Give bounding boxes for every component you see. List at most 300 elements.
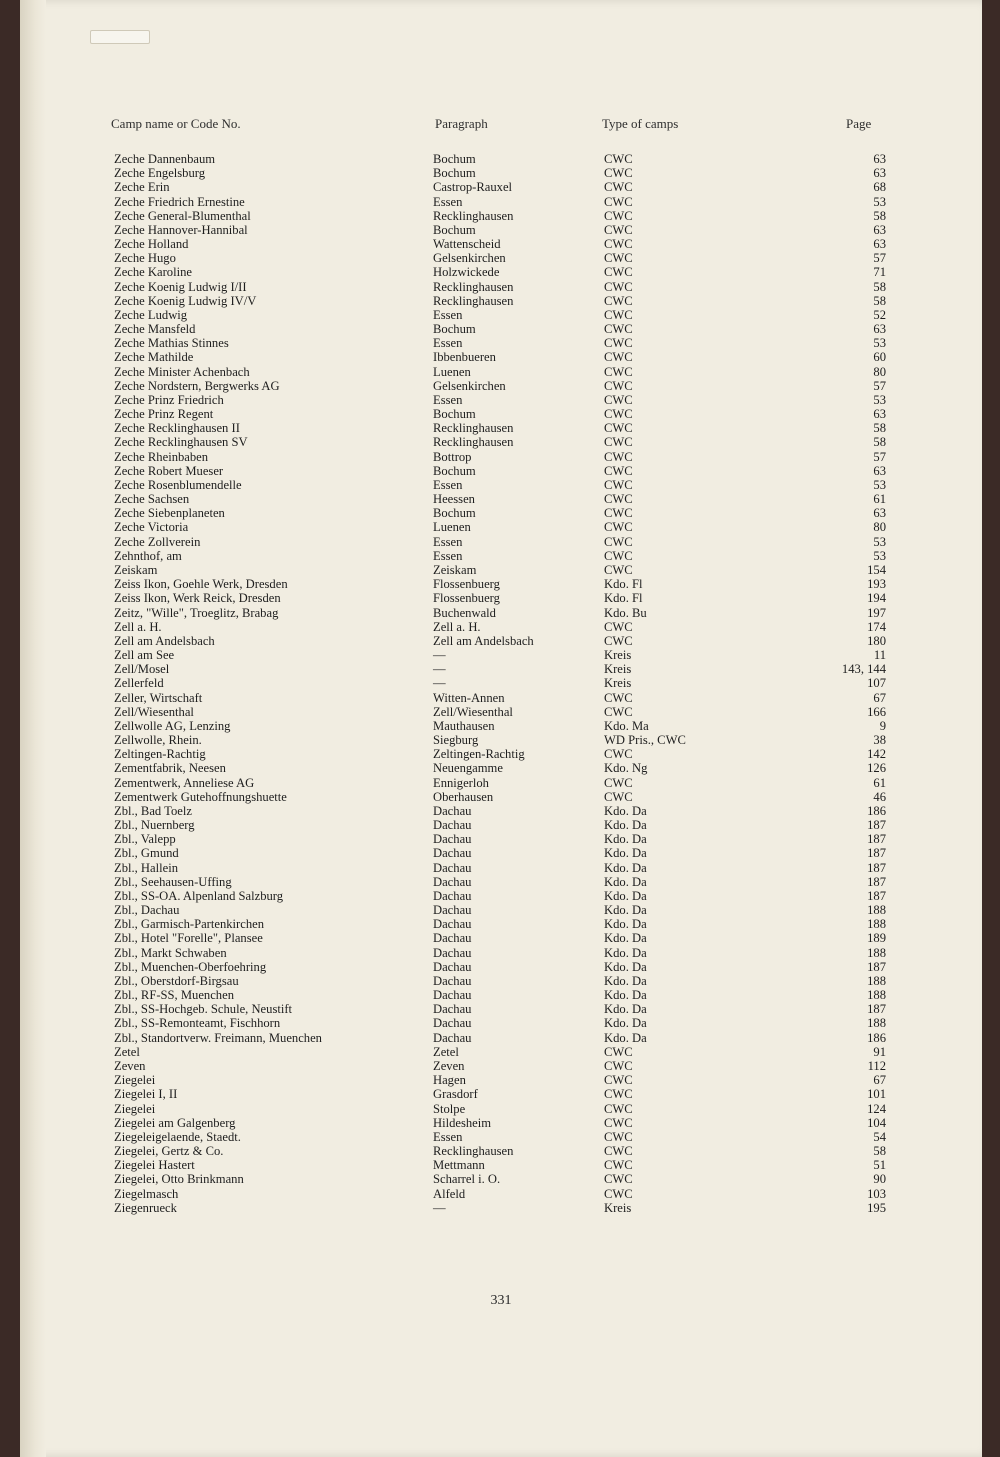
camp-type-cell: CWC [604, 265, 633, 280]
page-cell: 63 [873, 463, 886, 478]
table-row [20, 761, 982, 775]
camp-type-cell: Kreis [604, 648, 632, 663]
paragraph-cell: Dachau [433, 803, 472, 818]
page-cell: 189 [867, 931, 886, 946]
camp-name-cell: Zbl., Hallein [114, 860, 179, 875]
camp-type-cell: Kdo. Da [604, 874, 647, 889]
table-row [20, 804, 982, 818]
camp-type-cell: CWC [604, 307, 633, 322]
camp-name-cell: Zeiss Ikon, Goehle Werk, Dresden [114, 577, 288, 592]
camp-name-cell: Zeche Friedrich Ernestine [114, 194, 245, 209]
page-cell: 53 [873, 392, 886, 407]
camp-name-cell: Zeche Minister Achenbach [114, 364, 250, 379]
page-cell: 101 [867, 1087, 886, 1102]
paragraph-cell: Grasdorf [433, 1087, 478, 1102]
camp-type-cell: Kdo. Da [604, 1002, 647, 1017]
camp-name-cell: Zeche Mathilde [114, 350, 194, 365]
page-cell: 143, 144 [841, 662, 886, 677]
table-row [20, 606, 982, 620]
table-row [20, 818, 982, 832]
camp-type-cell: Kdo. Fl [604, 577, 643, 592]
paragraph-cell: Dachau [433, 1002, 472, 1017]
page-cell: 60 [873, 350, 886, 365]
camp-type-cell: CWC [604, 477, 633, 492]
table-row [20, 407, 982, 421]
paragraph-cell: Ennigerloh [433, 775, 489, 790]
paragraph-cell: Dachau [433, 1030, 472, 1045]
camp-name-cell: Zbl., RF-SS, Muenchen [114, 988, 234, 1003]
camp-name-cell: Zementwerk Gutehoffnungshuette [114, 789, 287, 804]
camp-type-cell: Kdo. Da [604, 888, 647, 903]
camp-name-cell: Zeche Erin [114, 180, 170, 195]
paragraph-cell: Zeltingen-Rachtig [433, 747, 525, 762]
paragraph-cell: Stolpe [433, 1101, 466, 1116]
camp-name-cell: Ziegelei [114, 1101, 156, 1116]
page-cell: 11 [873, 648, 886, 663]
camp-name-cell: Zeche Sachsen [114, 492, 190, 507]
camp-name-cell: Ziegelmasch [114, 1186, 179, 1201]
paragraph-cell: Zell am Andelsbach [433, 633, 534, 648]
page-cell: 91 [873, 1044, 886, 1059]
camp-name-cell: Zbl., Nuernberg [114, 818, 195, 833]
paragraph-cell: — [433, 676, 446, 691]
table-row [20, 832, 982, 846]
camp-type-cell: CWC [604, 1158, 633, 1173]
page-cell: 57 [873, 378, 886, 393]
page-number: 331 [490, 1293, 512, 1308]
camp-type-cell: CWC [604, 1073, 633, 1088]
page-cell: 58 [873, 208, 886, 223]
table-row [20, 1002, 982, 1016]
paragraph-cell: Dachau [433, 903, 472, 918]
paragraph-cell: Hagen [433, 1073, 466, 1088]
camp-name-cell: Zeche Dannenbaum [114, 152, 216, 166]
camp-name-cell: Zeche Holland [114, 237, 189, 252]
paragraph-cell: Recklinghausen [433, 421, 514, 436]
page-cell: 187 [867, 846, 886, 861]
table-row [20, 506, 982, 520]
camp-type-cell: Kdo. Da [604, 917, 647, 932]
paragraph-cell: Essen [433, 194, 463, 209]
paragraph-cell: Dachau [433, 846, 472, 861]
table-row [20, 691, 982, 705]
page-cell: 193 [867, 577, 886, 592]
camp-type-cell: Kdo. Da [604, 945, 647, 960]
page-cell: 57 [873, 449, 886, 464]
camp-type-cell: CWC [604, 1144, 633, 1159]
page-cell: 197 [867, 605, 886, 620]
page-cell: 53 [873, 534, 886, 549]
table-row [20, 223, 982, 237]
table-row [20, 577, 982, 591]
camp-name-cell: Ziegelei [114, 1073, 156, 1088]
camp-type-cell: CWC [604, 690, 633, 705]
camp-type-cell: CWC [604, 336, 633, 351]
paragraph-cell: Witten-Annen [433, 690, 505, 705]
camp-type-cell: CWC [604, 279, 633, 294]
table-row [20, 776, 982, 790]
page-cell: 187 [867, 860, 886, 875]
camp-type-cell: Kdo. Da [604, 931, 647, 946]
page-cell: 187 [867, 1002, 886, 1017]
camp-type-cell: Kreis [604, 676, 632, 691]
table-row [20, 336, 982, 350]
table-row [20, 974, 982, 988]
camp-type-cell: CWC [604, 775, 633, 790]
camp-name-cell: Zeche Koenig Ludwig IV/V [114, 293, 257, 308]
camp-name-cell: Ziegeleigelaende, Staedt. [114, 1129, 241, 1144]
table-row [20, 308, 982, 322]
table-row [20, 846, 982, 860]
paragraph-cell: Zell a. H. [433, 619, 481, 634]
paragraph-cell: Oberhausen [433, 789, 494, 804]
page-cell: 58 [873, 421, 886, 436]
table-row [20, 1158, 982, 1172]
paragraph-cell: Bochum [433, 222, 476, 237]
paragraph-cell: Essen [433, 336, 463, 351]
paragraph-cell: Zeiskam [433, 562, 477, 577]
page-cell: 46 [873, 789, 886, 804]
paragraph-cell: — [433, 662, 446, 677]
camp-type-cell: CWC [604, 1044, 633, 1059]
camp-type-cell: Kdo. Da [604, 1016, 647, 1031]
camp-type-cell: CWC [604, 166, 633, 181]
paragraph-cell: Scharrel i. O. [433, 1172, 501, 1187]
camp-type-cell: Kdo. Da [604, 988, 647, 1003]
camp-type-cell: Kdo. Da [604, 903, 647, 918]
camp-type-cell: CWC [604, 180, 633, 195]
page-cell: 58 [873, 293, 886, 308]
camp-name-cell: Zeche Mansfeld [114, 322, 196, 337]
camp-name-cell: Zeche Mathias Stinnes [114, 336, 229, 351]
table-row [20, 379, 982, 393]
table-row [20, 237, 982, 251]
table-row [20, 889, 982, 903]
table-row [20, 478, 982, 492]
camp-name-cell: Zeltingen-Rachtig [114, 747, 206, 762]
camp-name-cell: Zeche Prinz Regent [114, 407, 214, 422]
table-row [20, 549, 982, 563]
table-row [20, 988, 982, 1002]
paragraph-cell: Essen [433, 1129, 463, 1144]
table-row [20, 492, 982, 506]
table-row [20, 350, 982, 364]
camp-type-cell: Kdo. Da [604, 832, 647, 847]
page-cell: 187 [867, 832, 886, 847]
camp-type-cell: CWC [604, 747, 633, 762]
paragraph-cell: Dachau [433, 818, 472, 833]
table-row [20, 435, 982, 449]
table-row [20, 747, 982, 761]
camp-type-cell: Kdo. Da [604, 973, 647, 988]
camp-index-table [20, 152, 982, 1215]
camp-name-cell: Zellerfeld [114, 676, 164, 691]
camp-name-cell: Zeche Engelsburg [114, 166, 206, 181]
camp-name-cell: Zell a. H. [114, 619, 162, 634]
table-row [20, 903, 982, 917]
paragraph-cell: Bochum [433, 506, 476, 521]
camp-type-cell: CWC [604, 322, 633, 337]
table-row [20, 1059, 982, 1073]
table-row [20, 152, 982, 166]
camp-name-cell: Ziegelei, Gertz & Co. [114, 1144, 224, 1159]
page-cell: 180 [867, 633, 886, 648]
page-cell: 188 [867, 945, 886, 960]
camp-name-cell: Zeche Siebenplaneten [114, 506, 225, 521]
page-cell: 174 [867, 619, 886, 634]
paragraph-cell: Dachau [433, 945, 472, 960]
camp-name-cell: Zellwolle, Rhein. [114, 733, 202, 748]
table-row [20, 1031, 982, 1045]
camp-type-cell: CWC [604, 194, 633, 209]
camp-name-cell: Ziegenrueck [114, 1200, 177, 1215]
table-row [20, 520, 982, 534]
page-cell: 126 [867, 761, 886, 776]
camp-type-cell: CWC [604, 364, 633, 379]
paragraph-cell: Recklinghausen [433, 1144, 514, 1159]
page-cell: 53 [873, 336, 886, 351]
camp-type-cell: CWC [604, 789, 633, 804]
page-cell: 107 [867, 676, 886, 691]
table-row [20, 960, 982, 974]
table-row [20, 676, 982, 690]
paragraph-cell: — [433, 648, 446, 663]
paragraph-cell: Essen [433, 548, 463, 563]
table-row [20, 1073, 982, 1087]
page-cell: 166 [867, 704, 886, 719]
camp-type-cell: CWC [604, 350, 633, 365]
paragraph-cell: Dachau [433, 874, 472, 889]
page-cell: 142 [867, 747, 886, 762]
camp-type-cell: CWC [604, 492, 633, 507]
camp-type-cell: Kdo. Bu [604, 605, 647, 620]
camp-name-cell: Zeche Victoria [114, 520, 189, 535]
paragraph-cell: Buchenwald [433, 605, 496, 620]
camp-type-cell: CWC [604, 407, 633, 422]
table-row [20, 1045, 982, 1059]
camp-type-cell: CWC [604, 449, 633, 464]
column-header-page: Page [846, 116, 872, 131]
camp-type-cell: CWC [604, 378, 633, 393]
paragraph-cell: Dachau [433, 888, 472, 903]
page-cell: 63 [873, 237, 886, 252]
table-row [20, 648, 982, 662]
camp-name-cell: Zbl., Standortverw. Freimann, Muenchen [114, 1030, 322, 1045]
table-row [20, 634, 982, 648]
table-row [20, 705, 982, 719]
page-cell: 57 [873, 251, 886, 266]
paragraph-cell: Bochum [433, 322, 476, 337]
page-cell: 67 [873, 1073, 886, 1088]
table-row [20, 421, 982, 435]
page-cell: 195 [867, 1200, 886, 1215]
table-row [20, 931, 982, 945]
page-cell: 58 [873, 435, 886, 450]
camp-name-cell: Zbl., Oberstdorf-Birgsau [114, 973, 239, 988]
paragraph-cell: Castrop-Rauxel [433, 180, 513, 195]
camp-type-cell: CWC [604, 1087, 633, 1102]
page-cell: 186 [867, 1030, 886, 1045]
camp-name-cell: Zbl., Muenchen-Oberfoehring [114, 959, 267, 974]
camp-name-cell: Ziegelei am Galgenberg [114, 1115, 236, 1130]
camp-type-cell: CWC [604, 421, 633, 436]
camp-type-cell: CWC [604, 208, 633, 223]
camp-name-cell: Zeitz, "Wille", Troeglitz, Brabag [114, 605, 279, 620]
paragraph-cell: Holzwickede [433, 265, 500, 280]
camp-name-cell: Zeiskam [114, 562, 158, 577]
camp-name-cell: Zeche Zollverein [114, 534, 201, 549]
page-cell: 53 [873, 477, 886, 492]
table-row [20, 1144, 982, 1158]
table-row [20, 1187, 982, 1201]
paragraph-cell: Essen [433, 307, 463, 322]
table-row [20, 294, 982, 308]
page-cell: 9 [879, 718, 886, 733]
camp-name-cell: Zeche Ludwig [114, 307, 188, 322]
camp-type-cell: CWC [604, 293, 633, 308]
paragraph-cell: Recklinghausen [433, 279, 514, 294]
camp-type-cell: CWC [604, 534, 633, 549]
table-row [20, 733, 982, 747]
page-cell: 112 [867, 1059, 886, 1073]
page-cell: 187 [867, 888, 886, 903]
paragraph-cell: Ibbenbueren [433, 350, 496, 365]
camp-type-cell: CWC [604, 1115, 633, 1130]
camp-name-cell: Zbl., SS-OA. Alpenland Salzburg [114, 888, 284, 903]
paragraph-cell: Dachau [433, 973, 472, 988]
paragraph-cell: Bochum [433, 152, 476, 166]
camp-name-cell: Zbl., Markt Schwaben [114, 945, 227, 960]
camp-name-cell: Zeche Rosenblumendelle [114, 477, 242, 492]
paragraph-cell: Gelsenkirchen [433, 378, 506, 393]
table-row [20, 450, 982, 464]
paragraph-cell: Essen [433, 477, 463, 492]
camp-type-cell: CWC [604, 1172, 633, 1187]
camp-name-cell: Zeven [114, 1059, 146, 1073]
camp-name-cell: Zeche Rheinbaben [114, 449, 209, 464]
paragraph-cell: Siegburg [433, 733, 479, 748]
camp-name-cell: Zell am Andelsbach [114, 633, 215, 648]
page-cell: 63 [873, 322, 886, 337]
paragraph-cell: Bottrop [433, 449, 472, 464]
camp-name-cell: Zbl., Garmisch-Partenkirchen [114, 917, 265, 932]
table-row [20, 620, 982, 634]
column-header-camp-name: Camp name or Code No. [111, 116, 241, 131]
camp-type-cell: CWC [604, 548, 633, 563]
camp-type-cell: Kdo. Ng [604, 761, 648, 776]
paragraph-cell: Luenen [433, 364, 471, 379]
camp-name-cell: Zbl., Hotel "Forelle", Plansee [114, 931, 263, 946]
paragraph-cell: Dachau [433, 988, 472, 1003]
paragraph-cell: Mettmann [433, 1158, 485, 1173]
camp-name-cell: Zeller, Wirtschaft [114, 690, 203, 705]
camp-name-cell: Zell am See [114, 648, 175, 663]
table-row [20, 209, 982, 223]
page-cell: 58 [873, 279, 886, 294]
column-header-paragraph: Paragraph [435, 116, 488, 131]
page-cell: 63 [873, 152, 886, 166]
page-cell: 103 [867, 1186, 886, 1201]
camp-type-cell: CWC [604, 1186, 633, 1201]
camp-type-cell: CWC [604, 506, 633, 521]
camp-name-cell: Zeche Recklinghausen SV [114, 435, 248, 450]
camp-name-cell: Zeche Karoline [114, 265, 192, 280]
camp-type-cell: CWC [604, 1129, 633, 1144]
camp-type-cell: Kdo. Da [604, 959, 647, 974]
table-row [20, 180, 982, 194]
camp-name-cell: Zbl., Seehausen-Uffing [114, 874, 232, 889]
page-cell: 194 [867, 591, 886, 606]
camp-type-cell: CWC [604, 619, 633, 634]
page-cell: 58 [873, 1144, 886, 1159]
paragraph-cell: Hildesheim [433, 1115, 492, 1130]
paragraph-cell: Zell/Wiesenthal [433, 704, 513, 719]
table-row [20, 1102, 982, 1116]
table-row [20, 861, 982, 875]
paragraph-cell: Dachau [433, 1016, 472, 1031]
page-cell: 186 [867, 803, 886, 818]
camp-type-cell: Kdo. Da [604, 818, 647, 833]
table-row [20, 1172, 982, 1186]
camp-name-cell: Ziegelei Hastert [114, 1158, 195, 1173]
table-row [20, 563, 982, 577]
table-row [20, 393, 982, 407]
camp-type-cell: CWC [604, 1059, 633, 1073]
camp-name-cell: Zeche Hugo [114, 251, 176, 266]
camp-type-cell: CWC [604, 704, 633, 719]
page-cell: 188 [867, 903, 886, 918]
page-cell: 188 [867, 973, 886, 988]
camp-name-cell: Zehnthof, am [114, 548, 182, 563]
table-row [20, 166, 982, 180]
camp-name-cell: Zeche Hannover-Hannibal [114, 222, 248, 237]
table-row [20, 1016, 982, 1030]
paragraph-cell: Essen [433, 392, 463, 407]
camp-type-cell: CWC [604, 435, 633, 450]
paragraph-cell: Dachau [433, 959, 472, 974]
camp-name-cell: Zementwerk, Anneliese AG [114, 775, 255, 790]
document-page [20, 0, 982, 1457]
page-cell: 63 [873, 506, 886, 521]
camp-name-cell: Zeche General-Blumenthal [114, 208, 251, 223]
table-row [20, 1201, 982, 1215]
camp-type-cell: Kdo. Ma [604, 718, 649, 733]
camp-type-cell: Kdo. Fl [604, 591, 643, 606]
page-cell: 38 [873, 733, 886, 748]
table-row [20, 195, 982, 209]
paragraph-cell: Wattenscheid [433, 237, 501, 252]
column-header-type: Type of camps [602, 116, 679, 131]
paragraph-cell: Luenen [433, 520, 471, 535]
camp-type-cell: Kdo. Da [604, 846, 647, 861]
camp-type-cell: Kreis [604, 1200, 632, 1215]
table-row [20, 662, 982, 676]
table-row [20, 1130, 982, 1144]
camp-type-cell: Kreis [604, 662, 632, 677]
camp-name-cell: Zell/Mosel [114, 662, 170, 677]
camp-name-cell: Zell/Wiesenthal [114, 704, 194, 719]
paragraph-cell: Dachau [433, 860, 472, 875]
page-cell: 124 [867, 1101, 886, 1116]
table-row [20, 265, 982, 279]
page-cell: 63 [873, 222, 886, 237]
paragraph-cell: Flossenbuerg [433, 577, 500, 592]
camp-name-cell: Ziegelei I, II [114, 1087, 178, 1102]
page-cell: 154 [867, 562, 886, 577]
page-cell: 104 [867, 1115, 886, 1130]
table-row [20, 535, 982, 549]
paragraph-cell: Alfeld [433, 1186, 466, 1201]
